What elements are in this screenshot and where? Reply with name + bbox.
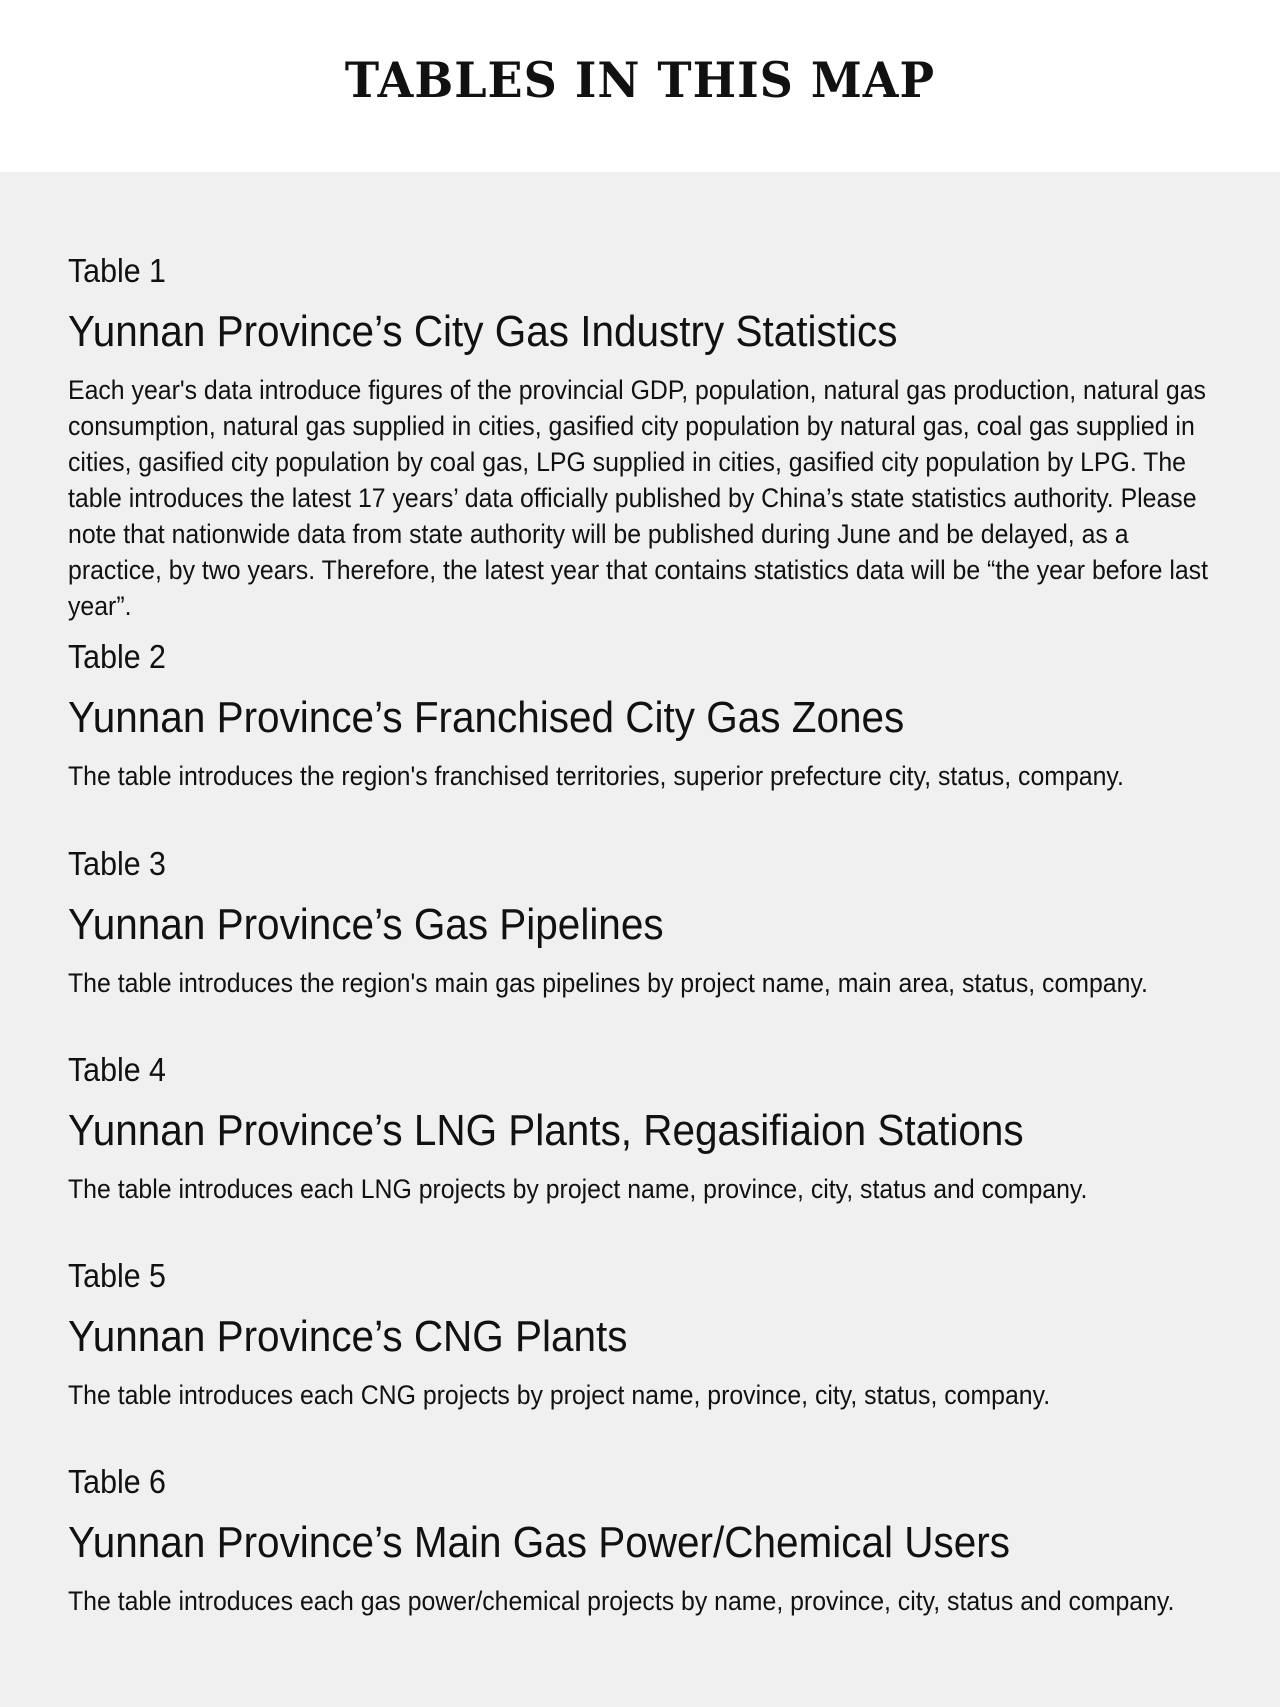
- table-description: The table introduces each gas power/chemical projects by name, province, city, status and company.: [68, 1586, 1175, 1616]
- table-title: Yunnan Province’s LNG Plants, Regasifiaion Stations: [68, 1106, 1024, 1155]
- table-title: Yunnan Province’s Main Gas Power/Chemical Users: [68, 1518, 1010, 1567]
- table-entry: [68, 847, 1280, 1001]
- table-entry: [68, 254, 1280, 624]
- table-title: Yunnan Province’s Gas Pipelines: [68, 900, 664, 949]
- table-description: Each year's data introduce figures of the provincial GDP, population, natural gas production, natural gas consumption, natural gas supplied in cities, gasified city population by natural gas, coal gas supplied in cities, gasified city population by coal gas, LPG supplied in cities, gasified city population by LPG. The table introduces the latest 17 years’ data officially published by China’s state statistics authority. Please note that nationwide data from state authority will be published during June and be delayed, as a practice, by two years. Therefore, the latest year that contains statistics data will be “the year before last year”.: [68, 375, 1208, 621]
- table-entry: [68, 1259, 1280, 1413]
- table-label: Table 6: [68, 1463, 166, 1500]
- table-description: The table introduces each LNG projects by project name, province, city, status and company.: [68, 1174, 1088, 1204]
- table-title: Yunnan Province’s Franchised City Gas Zones: [68, 693, 905, 742]
- table-title: Yunnan Province’s CNG Plants: [68, 1312, 628, 1361]
- table-label: Table 5: [68, 1257, 166, 1294]
- table-label: Table 3: [68, 845, 166, 882]
- table-description: The table introduces each CNG projects by project name, province, city, status, company.: [68, 1380, 1051, 1410]
- page-header: [0, 0, 1280, 172]
- table-entry: [68, 1053, 1280, 1207]
- page-title: TABLES IN THIS MAP: [344, 51, 936, 109]
- table-entry: [68, 640, 1280, 794]
- table-description: The table introduces the region's main gas pipelines by project name, main area, status, company.: [68, 968, 1148, 998]
- table-title: Yunnan Province’s City Gas Industry Statistics: [68, 307, 898, 356]
- table-label: Table 2: [68, 638, 166, 675]
- table-entry: [68, 1465, 1280, 1619]
- table-description: The table introduces the region's franchised territories, superior prefecture city, status, company.: [68, 761, 1124, 791]
- table-label: Table 4: [68, 1051, 166, 1088]
- table-label: Table 1: [68, 252, 166, 289]
